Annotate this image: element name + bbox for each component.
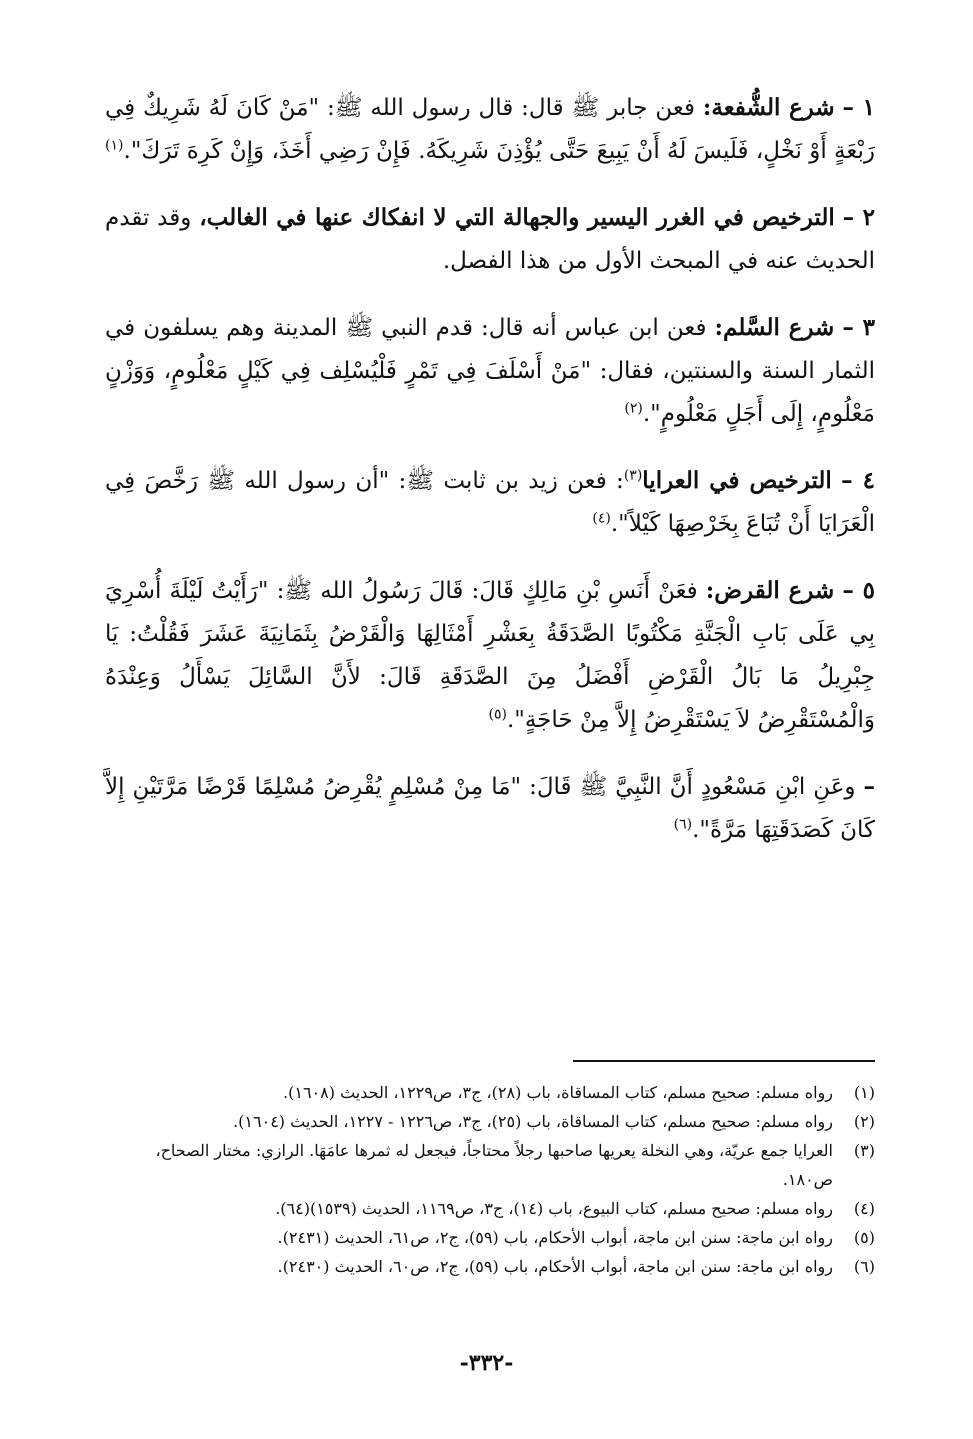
footnote-text: رواه مسلم: صحيح مسلم، كتاب المساقاة، باب (٢٥)، ج٣، ص١٢٢٦ - ١٢٢٧، الحديث (١٦٠٤).: [233, 1112, 833, 1131]
paragraph-1: [105, 86, 875, 173]
paragraph-6: [105, 765, 875, 852]
footnote-mark: (٦): [853, 1257, 875, 1276]
footnote-mark: (٥): [853, 1228, 875, 1247]
footnote: [105, 1107, 875, 1136]
footnote-mark: (٣): [853, 1141, 875, 1160]
item-text: : فعن زيد بن ثابت ﷺ: "أن رسول الله ﷺ رَخَّصَ فِي الْعَرَايَا أَنْ تُبَاعَ بِخَرْصِهَا كَيْلاً".: [105, 468, 875, 537]
item-heading: الترخيص في الغرر اليسير والجهالة التي لا انفكاك عنها في الغالب،: [199, 204, 835, 231]
footnote-ref[interactable]: (٣): [623, 467, 643, 484]
item-number: ٣ –: [842, 314, 875, 341]
main-text: [105, 86, 875, 875]
footnote-ref[interactable]: (٦): [673, 816, 693, 833]
item-text: فعن جابر ﷺ قال: قال رسول الله ﷺ: "مَنْ كَانَ لَهُ شَرِيكٌ فِي رَبْعَةٍ أَوْ نَخْلٍ، فَلَيسَ لَهُ أَنْ يَبِيعَ حَتَّى يُؤْذِنَ شَرِيكَهُ. فَإِنْ رَضِي أَخَذَ، وَإِنْ كَرِهَ تَرَكَ".: [105, 95, 875, 164]
item-text: فعَنْ أَنَسِ بْنِ مَالِكٍ قَالَ: قَالَ رَسُولُ الله ﷺ: "رَأَيْتُ لَيْلَةَ أُسْرِيَ بِي عَلَى بَابِ الْجَنَّةِ مَكْتُوبًا الصَّدَقَةُ بِعَشْرِ أَمْثَالِهَا وَالْقَرْضُ بِثَمَانِيَةَ عَشَرَ فَقُلْتُ: يَا جِبْرِيلُ مَا بَالُ الْقَرْضِ أَفْضَلُ مِنَ الصَّدَقَةِ قَالَ: لأَنَّ السَّائِلَ يَسْأَلُ وَعِنْدَهُ وَالْمُسْتَقْرِضُ لاَ يَسْتَقْرِضُ إِلاَّ مِنْ حَاجَةٍ".: [105, 578, 875, 733]
item-text: وعَنِ ابْنِ مَسْعُودٍ أَنَّ النَّبِيَّ ﷺ قَالَ: "مَا مِنْ مُسْلِمٍ يُقْرِضُ مُسْلِمًا قَرْضًا مَرَّتَيْنِ إِلاَّ كَانَ كَصَدَقَتِهَا مَرَّةً".: [105, 774, 875, 843]
item-number: ٤ –: [841, 467, 875, 494]
footnote: [105, 1078, 875, 1107]
footnote-text: العرايا جمع عريّة، وهي النخلة يعريها صاحبها رجلاً محتاجاً، فيجعل له ثمرها عامَهَا. الرازي: مختار الصحاح، ص١٨٠.: [155, 1141, 833, 1189]
item-heading: شرع الشُّفعة:: [702, 94, 835, 121]
footnote-divider: [573, 1060, 875, 1062]
footnotes: [105, 1078, 875, 1281]
item-number: ٢ –: [842, 204, 876, 231]
footnote: [105, 1136, 875, 1194]
footnote-text: رواه مسلم: صحيح مسلم، كتاب البيوع، باب (١٤)، ج٣، ص١١٦٩، الحديث (١٥٣٩)(٦٤).: [275, 1199, 833, 1218]
item-heading: شرع السَّلم:: [714, 314, 835, 341]
footnote: [105, 1252, 875, 1281]
item-heading: الترخيص في العرايا: [642, 467, 832, 494]
footnote-ref[interactable]: (١): [105, 137, 124, 154]
footnote: [105, 1223, 875, 1252]
paragraph-4: [105, 459, 875, 546]
footnote: [105, 1194, 875, 1223]
paragraph-2: [105, 196, 875, 283]
footnote-text: رواه مسلم: صحيح مسلم، كتاب المساقاة، باب (٢٨)، ج٣، ص١٢٢٩، الحديث (١٦٠٨).: [283, 1083, 833, 1102]
item-heading: شرع القرض:: [705, 577, 835, 604]
footnote-mark: (٤): [853, 1199, 875, 1218]
item-text: فعن ابن عباس أنه قال: قدم النبي ﷺ المدينة وهم يسلفون في الثمار السنة والسنتين، فقال: "مَنْ أَسْلَفَ فِي تَمْرٍ فَلْيُسْلِف فِي كَيْلٍ مَعْلُومٍ، وَوَزْنٍ مَعْلُومٍ، إِلَى أَجَلٍ مَعْلُومٍ".: [105, 315, 875, 427]
item-number: ١ –: [842, 94, 875, 121]
paragraph-3: [105, 306, 875, 436]
footnote-text: رواه ابن ماجة: سنن ابن ماجة، أبواب الأحكام، باب (٥٩)، ج٢، ص٦١، الحديث (٢٤٣١).: [277, 1228, 833, 1247]
item-number: ٥ –: [842, 577, 875, 604]
footnote-mark: (٢): [853, 1112, 875, 1131]
footnote-ref[interactable]: (٥): [488, 706, 507, 723]
footnote-text: رواه ابن ماجة: سنن ابن ماجة، أبواب الأحكام، باب (٥٩)، ج٢، ص٦٠، الحديث (٢٤٣٠).: [277, 1257, 833, 1276]
page-number: -٣٣٢-: [459, 1350, 514, 1376]
footnote-mark: (١): [853, 1083, 875, 1102]
footnote-ref[interactable]: (٢): [624, 400, 643, 417]
paragraph-5: [105, 569, 875, 742]
item-number: –: [863, 773, 875, 800]
item-text: وقد تقدم الحديث عنه في المبحث الأول من هذا الفصل.: [105, 205, 875, 274]
footnote-ref[interactable]: (٤): [592, 510, 611, 527]
